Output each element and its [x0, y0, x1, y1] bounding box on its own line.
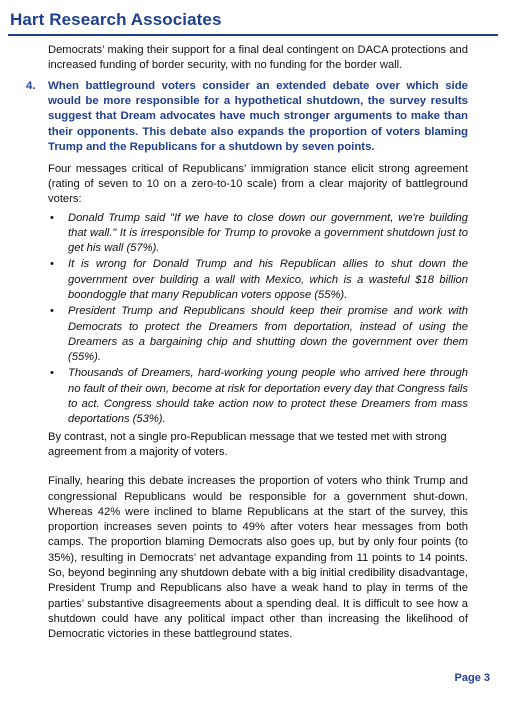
bullet-item: [48, 257, 468, 303]
bullet-text: Donald Trump said "If we have to close down our government, we're building that wall." It is irresponsible for Trump to provoke a government shutdown just to get his wall (57%).: [68, 211, 468, 255]
bullet-item: [48, 304, 468, 365]
bullet-text: President Trump and Republicans should keep their promise and work with Democrats to protect the Dreamers from deportation, instead of using the Dreamers as a bargaining chip and shutting down the government over them (55%).: [68, 305, 468, 364]
bullet-icon: •: [50, 305, 54, 318]
bullet-item: [48, 211, 468, 257]
bullet-icon: •: [50, 258, 54, 271]
page-body: [26, 43, 468, 643]
finding-heading: [26, 79, 468, 156]
finding-text: When battleground voters consider an extended debate over which side would be more responsible for a hypothetical shutdown, the survey results suggest that Dream advocates have much stronger arguments to make than their opponents. This debate also expands the proportion of voters blaming Trump and the Republicans for a shutdown by seven points.: [48, 79, 468, 154]
bullet-text: Thousands of Dreamers, hard-working young people who arrived here through no fault of their own, become at risk for deportation every day that Congress fails to act. Congress should take action now to protect these Dreamers from mass deportations (53%).: [68, 367, 468, 426]
page-header: [8, 8, 498, 36]
bullet-text: It is wrong for Donald Trump and his Republican allies to shut down the government over building a wall with Mexico, which is a wasteful $18 billion boondoggle that many Republican voters oppose (55%).: [68, 258, 468, 301]
company-title: Hart Research Associates: [10, 10, 222, 29]
bullet-item: [48, 366, 468, 427]
finally-paragraph: Finally, hearing this debate increases the proportion of voters who think Trump and congressional Republicans would be responsible for a government shut-down. Whereas 42% were inclined to blame Republicans at the start of the survey, this proportion increases seven points to 49% after voters hear messages from both camps. The proportion blaming Democrats also goes up, but by only four points (to 35%), resulting in Democrats’ net advantage expanding from 11 points to 14 points. So, beyond beginning any shutdown debate with a big initial credibility disadvantage, President Trump and Republicans also have a weak hand to play in terms of the parties’ substantive disagreements about a spending deal. It is difficult to see how a shutdown could have any political impact other than increasing the likelihood of Democratic victories in these battleground states.: [48, 475, 468, 641]
page-number: Page 3: [454, 672, 490, 684]
intro-paragraph: Four messages critical of Republicans’ immigration stance elicit strong agreement (rating of seven to 10 on a zero-to-10 scale) from a clear majority of battleground voters:: [48, 162, 468, 206]
message-bullet-list: [48, 211, 468, 428]
continuation-paragraph: Democrats’ making their support for a final deal contingent on DACA protections and increased funding of border security, with no funding for the border wall.: [48, 44, 468, 72]
bullet-icon: •: [50, 211, 54, 224]
contrast-paragraph: By contrast, not a single pro-Republican message that we tested met with strong agreement from a majority of voters.: [48, 430, 447, 458]
finding-number: 4.: [26, 79, 36, 92]
bullet-icon: •: [50, 367, 54, 380]
